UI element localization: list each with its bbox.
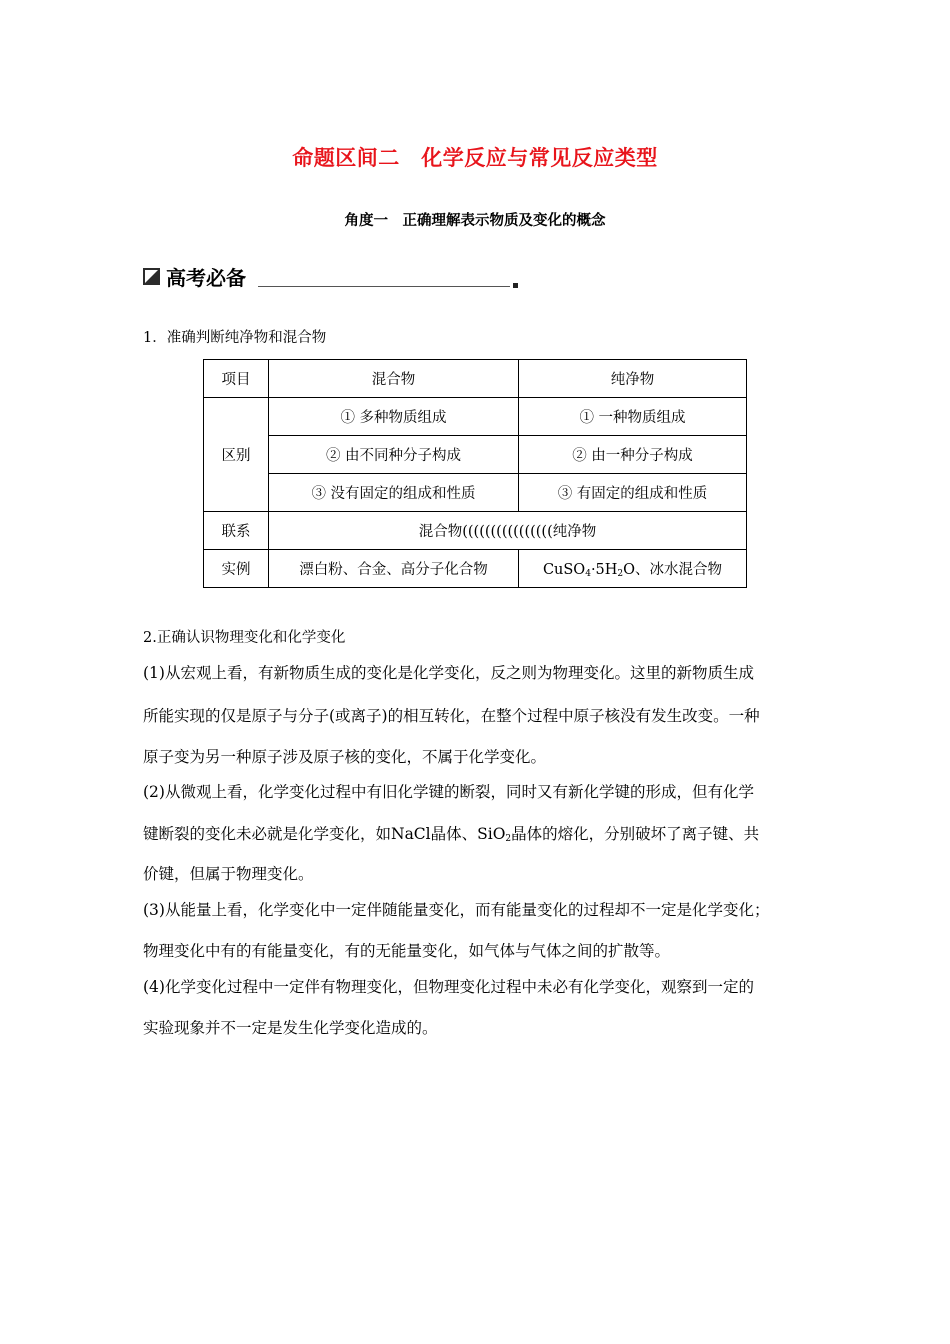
question-1-heading: 1．准确判断纯净物和混合物 xyxy=(143,330,327,346)
table-cell xyxy=(519,550,747,588)
table-row-label: 实例 xyxy=(204,550,269,588)
section-marker-icon xyxy=(143,268,160,285)
table-cell: ① 多种物质组成 xyxy=(269,398,519,436)
formula-subscript: 2 xyxy=(617,569,624,579)
formula-text: O、冰水混合物 xyxy=(623,562,723,578)
table-header-cell: 混合物 xyxy=(269,360,519,398)
paragraph-line: 原子变为另一种原子涉及原子核的变化，不属于化学变化。 xyxy=(143,748,547,766)
table-cell: ② 由一种分子构成 xyxy=(519,436,747,474)
section-header xyxy=(143,263,246,289)
table-cell: 漂白粉、合金、高分子化合物 xyxy=(269,550,519,588)
paragraph-line: (4)化学变化过程中一定伴有物理变化，但物理变化过程中未必有化学变化，观察到一定的 xyxy=(143,978,754,996)
table-header-cell: 纯净物 xyxy=(519,360,747,398)
section-divider xyxy=(258,286,510,287)
section-divider-end xyxy=(513,283,518,288)
table-header-cell: 项目 xyxy=(204,360,269,398)
table-row xyxy=(204,436,747,474)
paragraph-line: (1)从宏观上看，有新物质生成的变化是化学变化，反之则为物理变化。这里的新物质生成 xyxy=(143,664,754,682)
table-row xyxy=(204,550,747,588)
paragraph-line: 所能实现的仅是原子与分子(或离子)的相互转化，在整个过程中原子核没有发生改变。一种 xyxy=(143,707,760,725)
table-cell: 混合物((((((((((((((((纯净物 xyxy=(269,512,747,550)
paragraph-line: (2)从微观上看，化学变化过程中有旧化学键的断裂，同时又有新化学键的形成，但有化学 xyxy=(143,783,754,801)
page-title: 命题区间二 化学反应与常见反应类型 xyxy=(292,146,658,170)
comparison-table xyxy=(203,359,747,588)
question-2-heading: 2.正确认识物理变化和化学变化 xyxy=(143,630,346,646)
paragraph-line: 物理变化中有的有能量变化，有的无能量变化，如气体与气体之间的扩散等。 xyxy=(143,942,671,960)
table-row xyxy=(204,474,747,512)
table-row xyxy=(204,360,747,398)
table-cell: ② 由不同种分子构成 xyxy=(269,436,519,474)
paragraph-line: 价键，但属于物理变化。 xyxy=(143,865,314,883)
table-row-label: 联系 xyxy=(204,512,269,550)
paragraph-line: (3)从能量上看，化学变化中一定伴随能量变化，而有能量变化的过程却不一定是化学变化； xyxy=(143,901,770,919)
formula-text: ·5H xyxy=(590,562,618,578)
paragraph-line: 实验现象并不一定是发生化学变化造成的。 xyxy=(143,1019,438,1037)
table-cell: ① 一种物质组成 xyxy=(519,398,747,436)
table-row-label: 区别 xyxy=(204,398,269,512)
formula-subscript: 2 xyxy=(505,834,512,844)
paragraph-line xyxy=(143,822,759,844)
table-row xyxy=(204,512,747,550)
section-label: 高考必备 xyxy=(166,265,246,290)
table-row xyxy=(204,398,747,436)
table-cell: ③ 没有固定的组成和性质 xyxy=(269,474,519,512)
formula-subscript: 4 xyxy=(585,569,591,579)
page-subtitle: 角度一 正确理解表示物质及变化的概念 xyxy=(344,213,606,229)
paragraph-text: 键断裂的变化未必就是化学变化，如NaCl晶体、SiO xyxy=(143,825,506,843)
table-cell: ③ 有固定的组成和性质 xyxy=(519,474,747,512)
formula-text: CuSO xyxy=(542,562,586,578)
paragraph-text: 晶体的熔化，分别破坏了离子键、共 xyxy=(511,825,760,843)
